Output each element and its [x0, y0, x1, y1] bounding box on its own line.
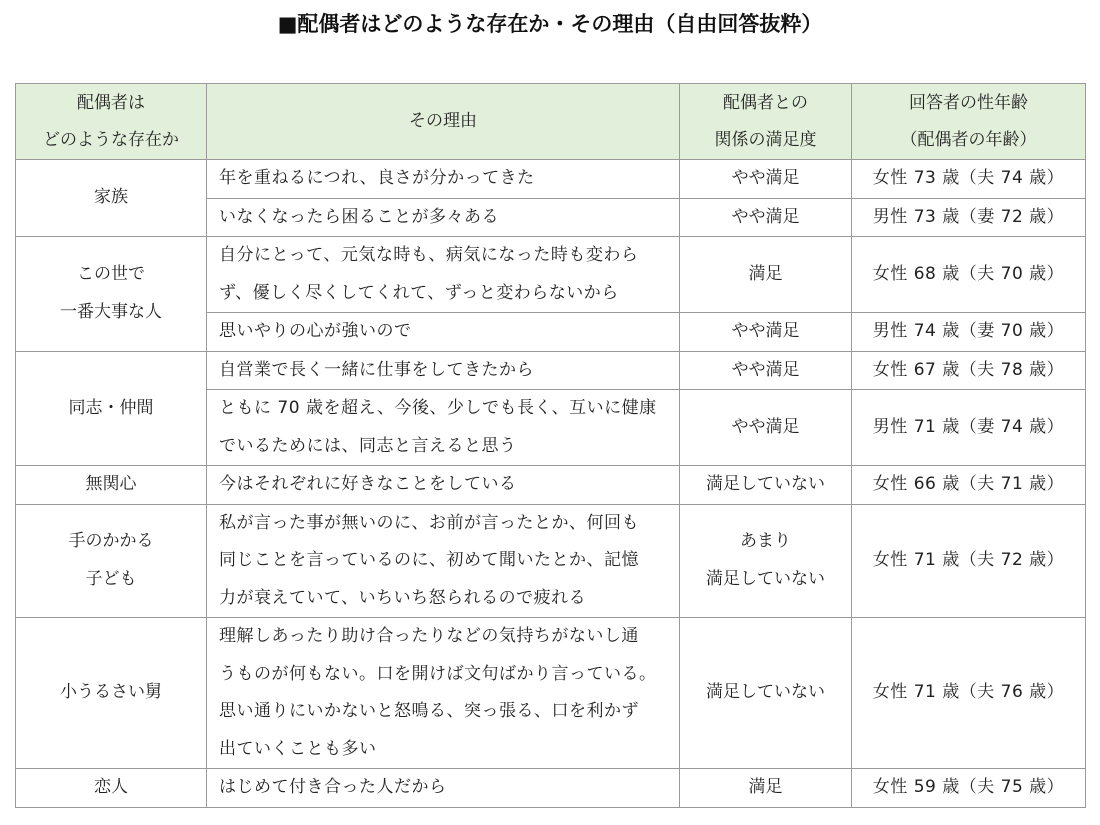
respondent-cell: 男性 71 歳（妻 74 歳）	[852, 390, 1086, 466]
header-category	[16, 84, 207, 160]
header-row	[16, 84, 1086, 160]
satisfaction-line: 満足していない	[706, 568, 825, 589]
reason-line: 思いやりの心が強いので	[219, 321, 412, 341]
reason-line: 力が衰えていて、いちいち怒られるので疲れる	[219, 587, 587, 608]
reason-line: 今はそれぞれに好きなことをしている	[219, 474, 517, 494]
category-line: 一番大事な人	[60, 301, 162, 322]
satisfaction-line: あまり	[740, 531, 791, 552]
category-cell	[16, 466, 207, 505]
header-satisfaction-line: 配偶者との	[723, 92, 808, 113]
header-reason	[207, 84, 680, 160]
reason-cell	[207, 237, 680, 313]
satisfaction-line: 満足していない	[706, 682, 825, 703]
reason-line: はじめて付き合った人だから	[219, 777, 447, 797]
reason-line: 自分にとって、元気な時も、病気になった時も変わら	[219, 245, 639, 265]
reason-line: ともに 70 歳を超え、今後、少しでも長く、互いに健康	[219, 398, 657, 418]
reason-cell	[207, 160, 680, 199]
respondent-cell: 男性 74 歳（妻 70 歳）	[852, 313, 1086, 352]
header-respondent-line: 回答者の性年齢	[909, 92, 1028, 113]
reason-line: 思い通りにいかないと怒鳴る、突っ張る、口を利かず	[219, 701, 639, 721]
category-cell	[16, 769, 207, 808]
reason-cell	[207, 313, 680, 352]
reason-line: 年を重ねるにつれ、良さが分かってきた	[219, 168, 535, 188]
table-row	[16, 769, 1086, 808]
reason-cell	[207, 198, 680, 237]
category-line: 家族	[94, 187, 128, 208]
satisfaction-cell	[680, 466, 852, 505]
satisfaction-cell	[680, 390, 852, 466]
page-title: ■配偶者はどのような存在か・その理由（自由回答抜粋）	[277, 12, 823, 36]
reason-cell	[207, 390, 680, 466]
category-cell	[16, 504, 207, 618]
reason-line: 同じことを言っているのに、初めて聞いたとか、記憶	[219, 550, 639, 570]
category-line: この世で	[77, 264, 145, 285]
respondent-cell: 女性 73 歳（夫 74 歳）	[852, 160, 1086, 199]
table-row	[16, 618, 1086, 769]
header-respondent-line: （配偶者の年齢）	[900, 129, 1037, 150]
reason-line: でいるためには、同志と言えると思う	[219, 435, 517, 456]
satisfaction-line: やや満足	[731, 206, 800, 227]
header-respondent	[852, 84, 1086, 160]
reason-line: 理解しあったり助け合ったりなどの気持ちがないし通	[219, 626, 639, 646]
respondent-cell: 女性 66 歳（夫 71 歳）	[852, 466, 1086, 505]
survey-table	[15, 83, 1086, 808]
satisfaction-line: 満足していない	[706, 474, 825, 494]
reason-cell	[207, 769, 680, 808]
satisfaction-line: やや満足	[731, 359, 800, 380]
respondent-cell: 女性 59 歳（夫 75 歳）	[852, 769, 1086, 808]
satisfaction-line: 満足	[748, 263, 783, 284]
respondent-cell: 女性 71 歳（夫 72 歳）	[852, 504, 1086, 618]
satisfaction-cell	[680, 351, 852, 390]
satisfaction-cell	[680, 198, 852, 237]
category-line: 子ども	[85, 568, 137, 589]
reason-cell	[207, 466, 680, 505]
table-row	[16, 351, 1086, 390]
header-category-line: 配偶者は	[77, 92, 145, 113]
category-cell	[16, 618, 207, 769]
satisfaction-cell	[680, 769, 852, 808]
table-row	[16, 504, 1086, 618]
satisfaction-line: やや満足	[731, 416, 800, 437]
reason-cell	[207, 618, 680, 769]
category-line: 無関心	[85, 474, 137, 494]
table-row	[16, 237, 1086, 313]
reason-cell	[207, 351, 680, 390]
satisfaction-cell	[680, 313, 852, 352]
reason-line: 出ていくことも多い	[219, 738, 377, 759]
header-category-line: どのような存在か	[43, 129, 179, 150]
satisfaction-cell	[680, 160, 852, 199]
category-line: 同志・仲間	[68, 397, 154, 418]
reason-cell	[207, 504, 680, 618]
category-cell	[16, 237, 207, 352]
satisfaction-cell	[680, 237, 852, 313]
reason-line: うものが何もない。口を開けば文句ばかり言っている。	[219, 663, 657, 684]
respondent-cell: 女性 67 歳（夫 78 歳）	[852, 351, 1086, 390]
category-cell	[16, 351, 207, 466]
table-row	[16, 466, 1086, 505]
reason-line: 自営業で長く一緒に仕事をしてきたから	[219, 359, 534, 380]
table-row	[16, 160, 1086, 199]
reason-line: ず、優しく尽くしてくれて、ずっと変わらないから	[219, 282, 619, 303]
reason-line: 私が言った事が無いのに、お前が言ったとか、何回も	[219, 512, 639, 533]
category-line: 小うるさい舅	[60, 682, 162, 703]
category-line: 恋人	[94, 777, 128, 797]
respondent-cell: 男性 73 歳（妻 72 歳）	[852, 198, 1086, 237]
satisfaction-cell	[680, 504, 852, 618]
header-reason-line: その理由	[409, 111, 477, 131]
satisfaction-line: やや満足	[731, 321, 800, 341]
header-satisfaction-line: 関係の満足度	[714, 129, 817, 150]
satisfaction-cell	[680, 618, 852, 769]
respondent-cell: 女性 68 歳（夫 70 歳）	[852, 237, 1086, 313]
reason-line: いなくなったら困ることが多々ある	[219, 206, 499, 227]
respondent-cell: 女性 71 歳（夫 76 歳）	[852, 618, 1086, 769]
header-satisfaction	[680, 84, 852, 160]
category-line: 手のかかる	[68, 531, 154, 552]
satisfaction-line: やや満足	[731, 168, 800, 188]
category-cell	[16, 160, 207, 237]
table-body	[16, 160, 1086, 808]
satisfaction-line: 満足	[748, 777, 783, 797]
